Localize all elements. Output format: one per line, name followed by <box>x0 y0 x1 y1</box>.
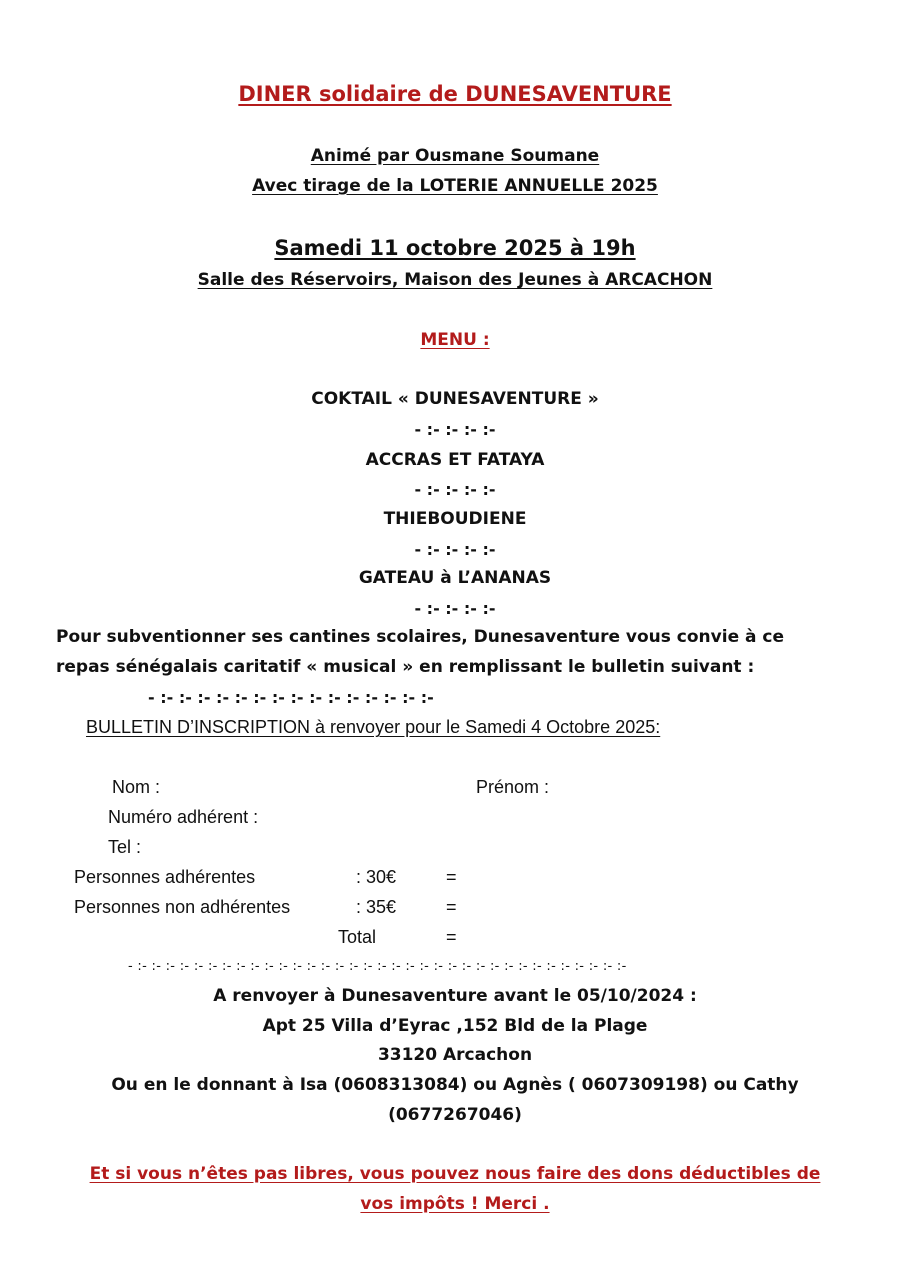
tel-label: Tel : <box>108 837 142 857</box>
lottery-line: Avec tirage de la LOTERIE ANNUELLE 2025 <box>252 176 658 196</box>
menu-separator: - :- :- :- :- <box>414 420 496 439</box>
menu-item-cocktail: COKTAIL « DUNESAVENTURE » <box>311 389 599 409</box>
donation-note-line-2: vos impôts ! Merci . <box>360 1194 550 1214</box>
menu-item-gateau: GATEAU à L’ANANAS <box>358 568 552 588</box>
animator-line: Animé par Ousmane Soumane <box>310 146 600 166</box>
adherentes-label: Personnes adhérentes <box>74 867 256 887</box>
bulletin-heading: BULLETIN D’INSCRIPTION à renvoyer pour le Samedi 4 Octobre 2025: <box>86 717 661 737</box>
intro-line-1: Pour subventionner ses cantines scolaires, Dunesaventure vous convie à ce <box>56 627 785 647</box>
intro-line-2: repas sénégalais caritatif « musical » en remplissant le bulletin suivant : <box>56 657 755 677</box>
menu-separator: - :- :- :- :- <box>414 540 496 559</box>
menu-item-accras: ACCRAS ET FATAYA <box>365 450 545 470</box>
adherentes-equals: = <box>446 867 457 887</box>
non-adherentes-price: : 35€ <box>356 897 397 917</box>
bulletin-separator: - :- :- :- :- :- :- :- :- :- :- :- :- :- :- :- :- :- :- :- :- :- :- :- :- :- :- :- :- :- :- :- :- :- :- :- <box>128 959 627 974</box>
adherentes-price: : 30€ <box>356 867 397 887</box>
total-equals: = <box>446 927 457 947</box>
menu-heading: MENU : <box>420 330 490 350</box>
total-label: Total <box>338 927 377 947</box>
menu-separator: - :- :- :- :- <box>414 480 496 499</box>
donation-note-line-1: Et si vous n’êtes pas libres, vous pouvez nous faire des dons déductibles de <box>89 1164 821 1184</box>
menu-item-thieboudiene: THIEBOUDIENE <box>383 509 527 529</box>
event-venue: Salle des Réservoirs, Maison des Jeunes à ARCACHON <box>197 270 713 290</box>
prenom-label: Prénom : <box>476 777 550 797</box>
event-title: DINER solidaire de DUNESAVENTURE <box>238 82 672 106</box>
contact-phones: Ou en le donnant à Isa (0608313084) ou Agnès ( 0607309198) ou Cathy <box>111 1075 799 1095</box>
contact-city: 33120 Arcachon <box>377 1045 533 1065</box>
contact-address: Apt 25 Villa d’Eyrac ,152 Bld de la Plage <box>262 1016 648 1036</box>
numero-adherent-label: Numéro adhérent : <box>108 807 259 827</box>
non-adherentes-label: Personnes non adhérentes <box>74 897 291 917</box>
contact-phone-cathy: (0677267046) <box>388 1105 522 1125</box>
event-date: Samedi 11 octobre 2025 à 19h <box>274 236 636 260</box>
menu-separator: - :- :- :- :- <box>414 599 496 618</box>
nom-label: Nom : <box>112 777 161 797</box>
non-adherentes-equals: = <box>446 897 457 917</box>
intro-separator: - :- :- :- :- :- :- :- :- :- :- :- :- :- :- :- <box>148 688 434 707</box>
contact-line-1: A renvoyer à Dunesaventure avant le 05/10/2024 : <box>213 986 697 1006</box>
